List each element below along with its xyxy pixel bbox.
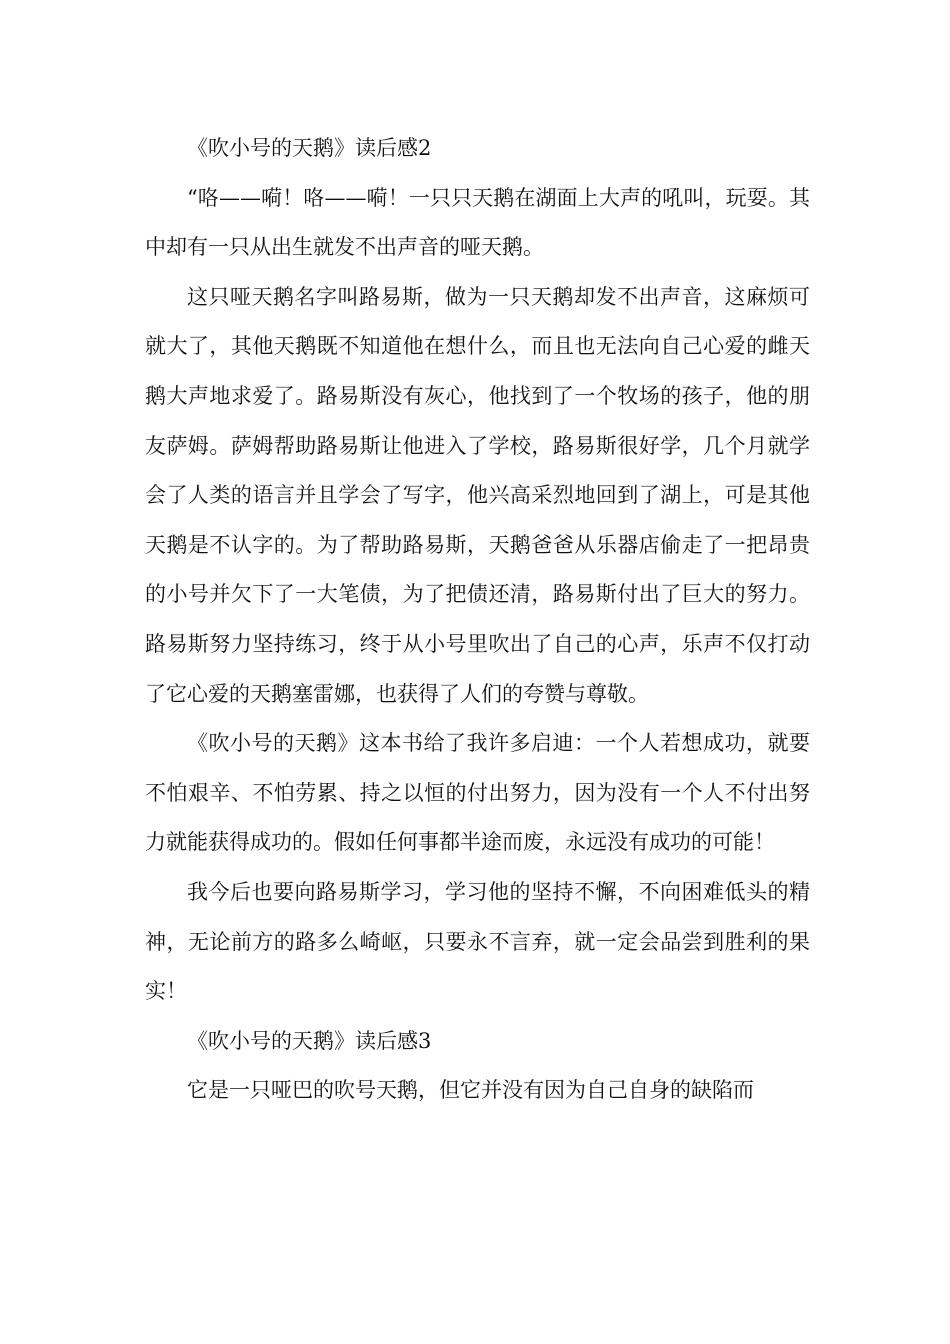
paragraph-learn-from-louis: 我今后也要向路易斯学习，学习他的坚持不懈，不向困难低头的精神，无论前方的路多么崎岖，只要永不言弃，就一定会品尝到胜利的果实！ [145, 879, 810, 1004]
paragraph-swan-call: “咯——嗬！咯——嗬！一只只天鹅在湖面上大声的吼叫，玩耍。其中却有一只从出生就发不出声音的哑天鹅。 [145, 185, 810, 260]
section-heading-3: 《吹小号的天鹅》读后感3 [187, 1028, 432, 1053]
section-heading-2: 《吹小号的天鹅》读后感2 [187, 136, 432, 160]
paragraph-book-lesson: 《吹小号的天鹅》这本书给了我许多启迪：一个人若想成功，就要不怕艰辛、不怕劳累、持之以恒的付出努力，因为没有一个人不付出努力就能获得成功的。假如任何事都半途而废，永远没有成功的可能！ [145, 731, 810, 855]
paragraph-louis-story: 这只哑天鹅名字叫路易斯，做为一只天鹅却发不出声音，这麻烦可就大了，其他天鹅既不知道他在想什么，而且也无法向自己心爱的雌天鹅大声地求爱了。路易斯没有灰心，他找到了一个牧场的孩子，他的朋友萨姆。萨姆帮助路易斯让他进入了学校，路易斯很好学，几个月就学会了人类的语言并且学会了写字，他兴高采烈地回到了湖上，可是其他天鹅是不认字的。为了帮助路易斯，天鹅爸爸从乐器店偷走了一把昂贵的小号并欠下了一大笔债，为了把债还清，路易斯付出了巨大的努力。路易斯努力坚持练习，终于从小号里吹出了自己的心声，乐声不仅打动了它心爱的天鹅塞雷娜，也获得了人们的夸赞与尊敬。 [145, 284, 810, 706]
document-body [145, 124, 810, 1116]
paragraph-mute-swan: 它是一只哑巴的吹号天鹅，但它并没有因为自己自身的缺陷而 [187, 1078, 754, 1103]
